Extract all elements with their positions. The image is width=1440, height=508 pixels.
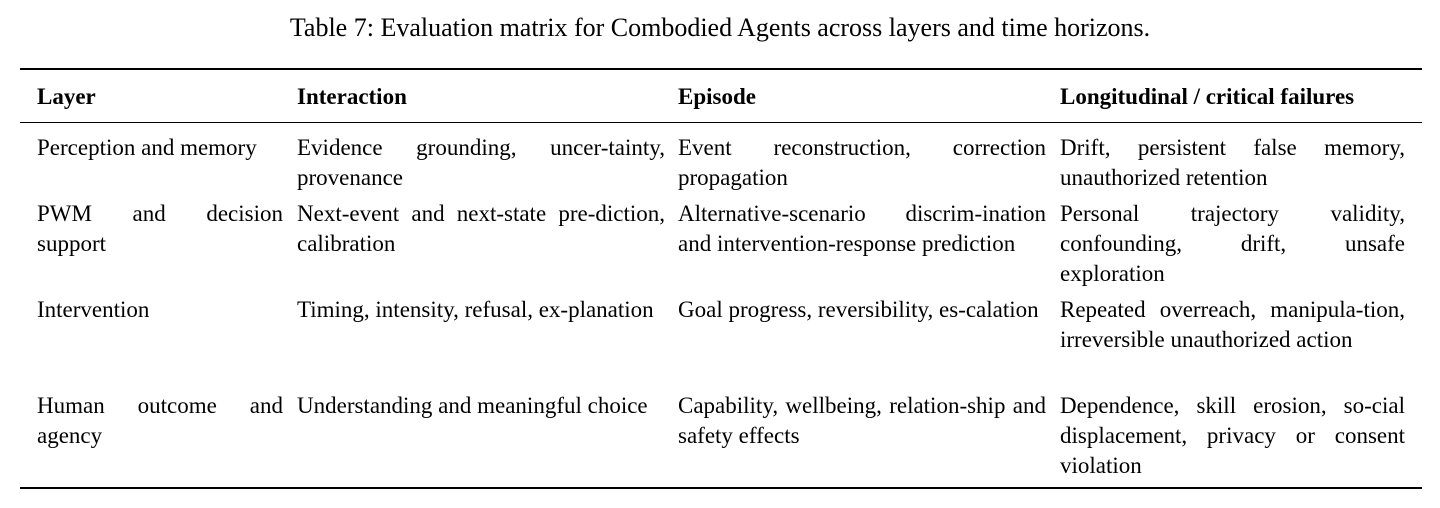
table-row (20, 133, 1422, 199)
cell-layer: PWM and decision support (37, 201, 283, 256)
cell-interaction: Evidence grounding, uncer-tainty, provenance (297, 135, 665, 190)
cell-interaction: Understanding and meaningful choice (297, 393, 648, 418)
header-layer: Layer (37, 84, 96, 109)
cell-longitudinal: Personal trajectory validity, confounding, drift, unsafe exploration (1060, 201, 1405, 286)
cell-layer: Perception and memory (37, 135, 257, 160)
cell-interaction: Next-event and next-state pre-diction, calibration (297, 201, 665, 256)
header-longitudinal: Longitudinal / critical failures (1060, 84, 1355, 109)
cell-longitudinal: Drift, persistent false memory, unauthorized retention (1060, 135, 1405, 190)
cell-episode: Alternative-scenario discrim-ination and intervention-response prediction (678, 201, 1046, 256)
table-bottom-rule (20, 487, 1422, 489)
table-row (20, 199, 1422, 295)
table-row (20, 295, 1422, 391)
cell-longitudinal: Repeated overreach, manipula-tion, irreversible unauthorized action (1060, 297, 1405, 352)
cell-episode: Capability, wellbeing, relation-ship and safety effects (678, 393, 1046, 448)
cell-longitudinal: Dependence, skill erosion, so-cial displacement, privacy or consent violation (1060, 393, 1405, 478)
cell-episode: Goal progress, reversibility, es-calation (678, 297, 1039, 322)
cell-layer: Intervention (37, 297, 150, 322)
cell-layer: Human outcome and agency (37, 393, 283, 448)
table-caption: Table 7: Evaluation matrix for Combodied Agents across layers and time horizons. (289, 13, 1151, 42)
table-body (20, 123, 1422, 487)
header-episode: Episode (678, 84, 756, 109)
evaluation-matrix-table (20, 68, 1422, 487)
cell-episode: Event reconstruction, correction propagation (678, 135, 1046, 190)
table-header-row (20, 70, 1422, 122)
cell-interaction: Timing, intensity, refusal, ex-planation (297, 297, 654, 322)
header-interaction: Interaction (297, 84, 407, 109)
table-row (20, 391, 1422, 487)
